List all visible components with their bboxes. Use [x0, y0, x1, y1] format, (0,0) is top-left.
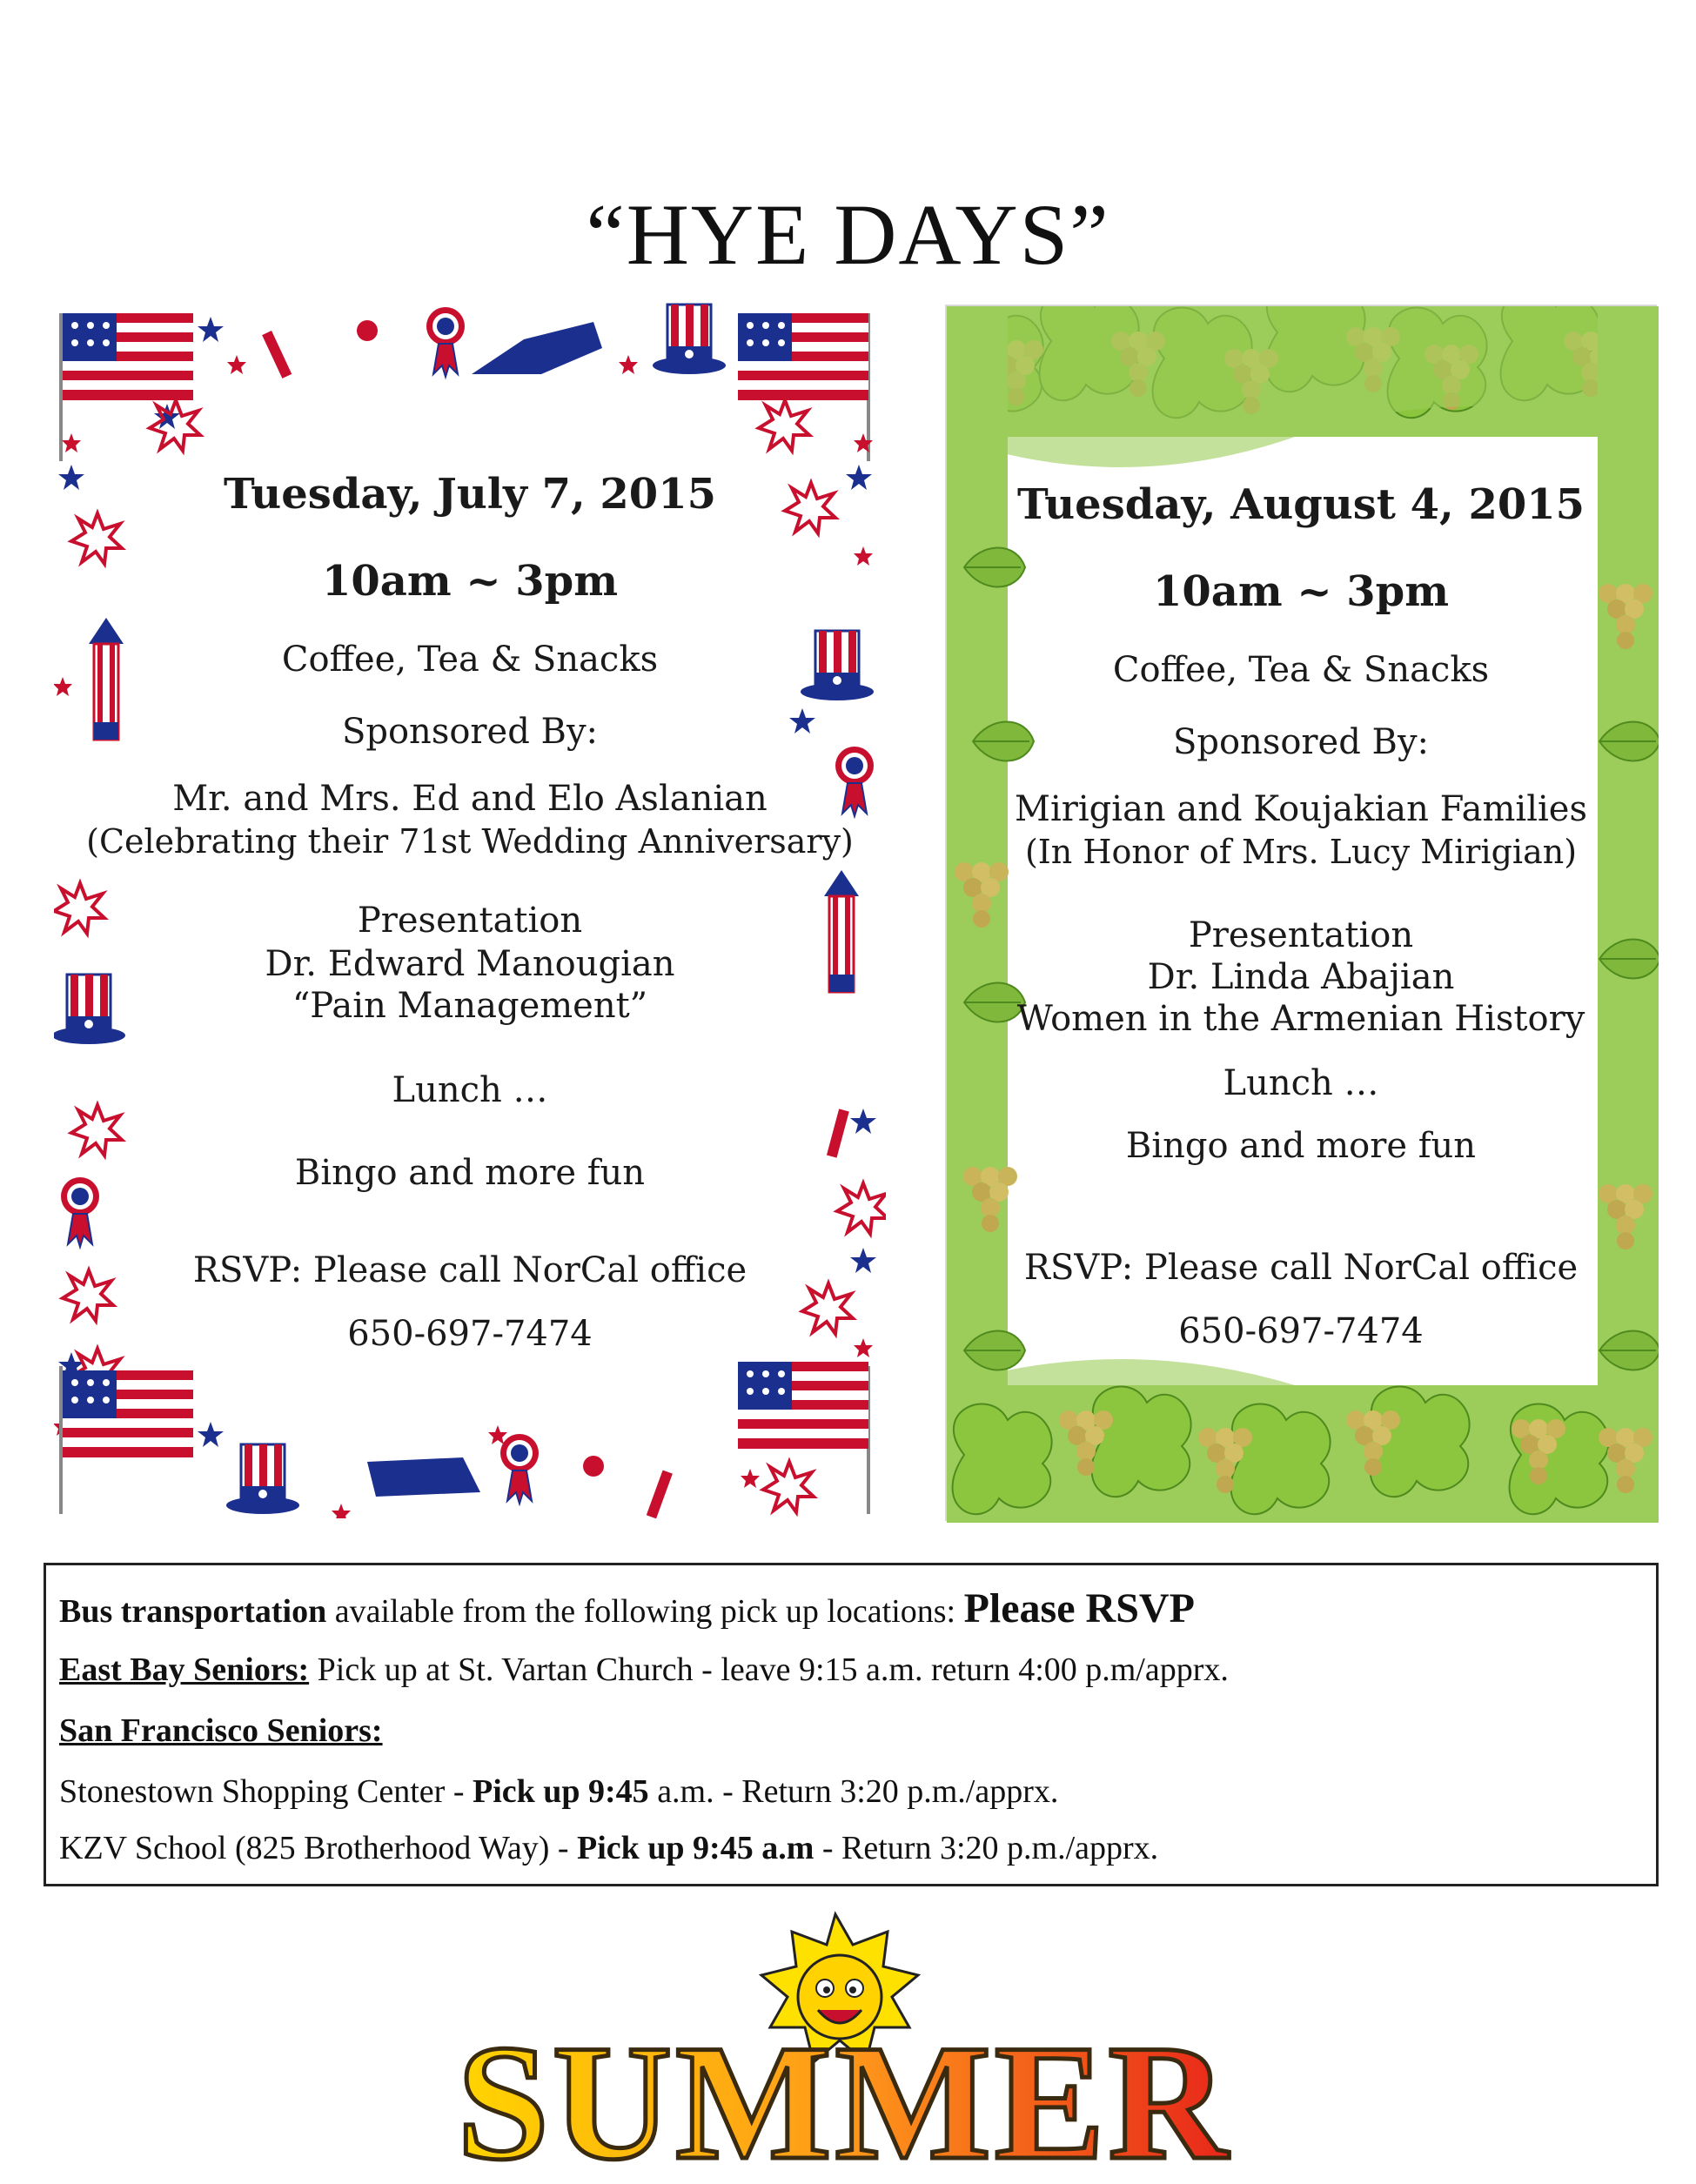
san-francisco-line — [59, 1712, 383, 1750]
july-event-panel — [54, 296, 886, 1518]
rsvp-text: RSVP: Please call NorCal office — [1023, 1248, 1579, 1288]
presentation-label: Presentation — [357, 901, 583, 941]
presenter-name: Dr. Linda Abajian — [1147, 957, 1455, 997]
stonestown-line — [59, 1772, 1058, 1811]
july-event-details — [54, 296, 886, 1518]
sponsored-label: Sponsored By: — [341, 712, 599, 752]
presentation-label: Presentation — [1188, 915, 1414, 955]
august-event-details — [947, 306, 1655, 1523]
lunch-item: Lunch … — [1223, 1063, 1379, 1103]
bus-intro-bold: Bus transportation — [59, 1593, 327, 1630]
event-date: Tuesday, July 7, 2015 — [223, 470, 716, 519]
bingo-item: Bingo and more fun — [1125, 1126, 1477, 1166]
sponsored-label: Sponsored By: — [1172, 722, 1430, 762]
bus-intro — [59, 1584, 1195, 1632]
event-date: Tuesday, August 4, 2015 — [1016, 480, 1585, 529]
east-bay-line — [59, 1651, 1229, 1689]
san-francisco-label: San Francisco Seniors: — [59, 1712, 383, 1749]
event-time: 10am ~ 3pm — [321, 557, 619, 606]
stonestown-text: Stonestown Shopping Center - — [59, 1773, 473, 1810]
presentation-topic: “Pain Management” — [292, 986, 648, 1026]
page-title: “HYE DAYS” — [586, 186, 1110, 283]
summer-logo — [348, 1897, 1340, 2179]
summer-logo-text: SUMMER — [457, 2012, 1231, 2175]
sponsor-note: (Celebrating their 71st Wedding Anniversary) — [86, 822, 854, 861]
kzv-text: KZV School (825 Brotherhood Way) - — [59, 1830, 578, 1866]
east-bay-label: East Bay Seniors: — [59, 1651, 310, 1688]
august-event-panel — [945, 305, 1657, 1521]
please-rsvp: Please RSVP — [963, 1585, 1195, 1631]
lunch-item: Lunch … — [392, 1070, 548, 1110]
event-time: 10am ~ 3pm — [1152, 567, 1450, 616]
phone-number: 650-697-7474 — [347, 1314, 593, 1354]
phone-number: 650-697-7474 — [1178, 1311, 1424, 1351]
kzv-pickup: Pick up 9:45 a.m — [577, 1830, 814, 1866]
sponsor-name: Mr. and Mrs. Ed and Elo Aslanian — [172, 779, 768, 819]
kzv-line — [59, 1829, 1158, 1867]
kzv-rest: - Return 3:20 p.m./apprx. — [814, 1830, 1159, 1866]
stonestown-rest: a.m. - Return 3:20 p.m./apprx. — [648, 1773, 1059, 1810]
presentation-topic: Women in the Armenian History — [1016, 999, 1585, 1039]
bus-intro-text: available from the following pick up locations: — [326, 1593, 964, 1630]
refreshments: Coffee, Tea & Snacks — [1112, 650, 1490, 690]
sponsor-name: Mirigian and Koujakian Families — [1015, 789, 1587, 829]
presenter-name: Dr. Edward Manougian — [265, 944, 675, 984]
sponsor-note: (In Honor of Mrs. Lucy Mirigian) — [1024, 833, 1578, 871]
refreshments: Coffee, Tea & Snacks — [281, 640, 659, 680]
bingo-item: Bingo and more fun — [294, 1153, 646, 1193]
summer-logo-art — [348, 1897, 1340, 2175]
rsvp-text: RSVP: Please call NorCal office — [192, 1250, 747, 1290]
bus-transportation-box — [44, 1563, 1659, 1886]
stonestown-pickup: Pick up 9:45 — [472, 1773, 649, 1810]
east-bay-text: Pick up at St. Vartan Church - leave 9:15 a.m. return 4:00 p.m/apprx. — [309, 1651, 1229, 1688]
